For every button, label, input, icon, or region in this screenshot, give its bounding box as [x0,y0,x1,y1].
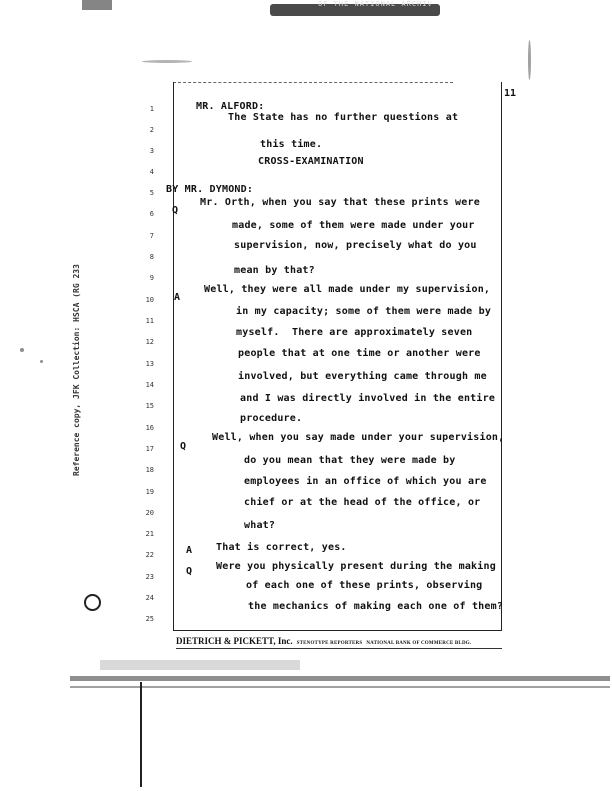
line-text: this time. [260,139,323,150]
line-number: 20 [145,509,154,517]
line-number: 1 [149,105,154,113]
line-number: 17 [145,445,154,453]
line-text: Were you physically present during the making [216,561,496,572]
reporter-service: STENOTYPE REPORTERS [296,641,363,646]
line-number: 12 [145,338,154,346]
line-number: 24 [145,594,154,602]
line-number: 21 [145,530,154,538]
line-number: 18 [145,466,154,474]
line-number: 14 [145,381,154,389]
line-text: myself. There are approximately seven [236,327,473,338]
speaker-label: Q [172,205,179,216]
line-text: Mr. Orth, when you say that these prints were [200,197,480,208]
line-number: 4 [149,168,154,176]
line-number: 16 [145,424,154,432]
scan-vertical-rule [140,682,142,787]
scan-speckle [20,348,24,352]
line-text: involved, but everything came through me [238,371,487,382]
line-text: CROSS-EXAMINATION [258,156,364,167]
scan-speckle [528,40,531,80]
page-number: 11 [504,88,517,99]
line-text: procedure. [240,413,303,424]
reporter-footer [176,636,502,649]
scan-speckle [40,360,43,363]
line-text: That is correct, yes. [216,542,347,553]
line-number: 15 [145,402,154,410]
line-number: 10 [145,296,154,304]
line-number: 19 [145,488,154,496]
line-text: Well, when you say made under your supervision, [212,432,505,443]
scan-smear [70,676,610,681]
line-number: 22 [145,551,154,559]
line-text: MR. ALFORD: [196,101,265,112]
line-number: 11 [145,317,154,325]
speaker-label: A [186,545,193,556]
line-number: 8 [149,253,154,261]
line-text: in my capacity; some of them were made by [236,306,492,317]
line-number: 6 [149,210,154,218]
line-text: Well, they were all made under my supervision, [204,284,491,295]
line-number: 7 [149,232,154,240]
side-stamp: Reference copy, JFK Collection: HSCA (RG 233 [72,264,81,476]
speaker-label: A [174,292,181,303]
speaker-label: Q [186,566,193,577]
line-number: 23 [145,573,154,581]
header-fragment: OF THE NATIONAL ARCHIV [318,0,433,8]
line-number: 2 [149,126,154,134]
line-text: people that at one time or another were [238,348,481,359]
line-text: supervision, now, precisely what do you [234,240,477,251]
line-text: The State has no further questions at [228,112,459,123]
speaker-label: Q [180,441,187,452]
reporter-address: NATIONAL BANK OF COMMERCE BLDG. [366,641,472,646]
scan-artifact-top-left [82,0,112,10]
scan-speckle [142,60,192,63]
line-text: chief or at the head of the office, or [244,497,481,508]
scan-smear [100,660,300,670]
line-text: of each one of these prints, observing [246,580,483,591]
line-number: 25 [145,615,154,623]
binder-hole-icon [84,594,101,611]
line-number: 13 [145,360,154,368]
line-text: the mechanics of making each one of them? [248,601,504,612]
line-text: mean by that? [234,265,315,276]
line-number: 9 [149,274,154,282]
scan-smear [70,686,610,688]
line-text: do you mean that they were made by [244,455,456,466]
line-text: BY MR. DYMOND: [166,184,254,195]
line-text: employees in an office of which you are [244,476,487,487]
line-text: what? [244,520,276,531]
line-text: made, some of them were made under your [232,220,475,231]
line-number: 3 [149,147,154,155]
line-text: and I was directly involved in the entire [240,393,496,404]
reporter-firm: DIETRICH & PICKETT, Inc. [176,636,293,646]
line-number: 5 [149,189,154,197]
